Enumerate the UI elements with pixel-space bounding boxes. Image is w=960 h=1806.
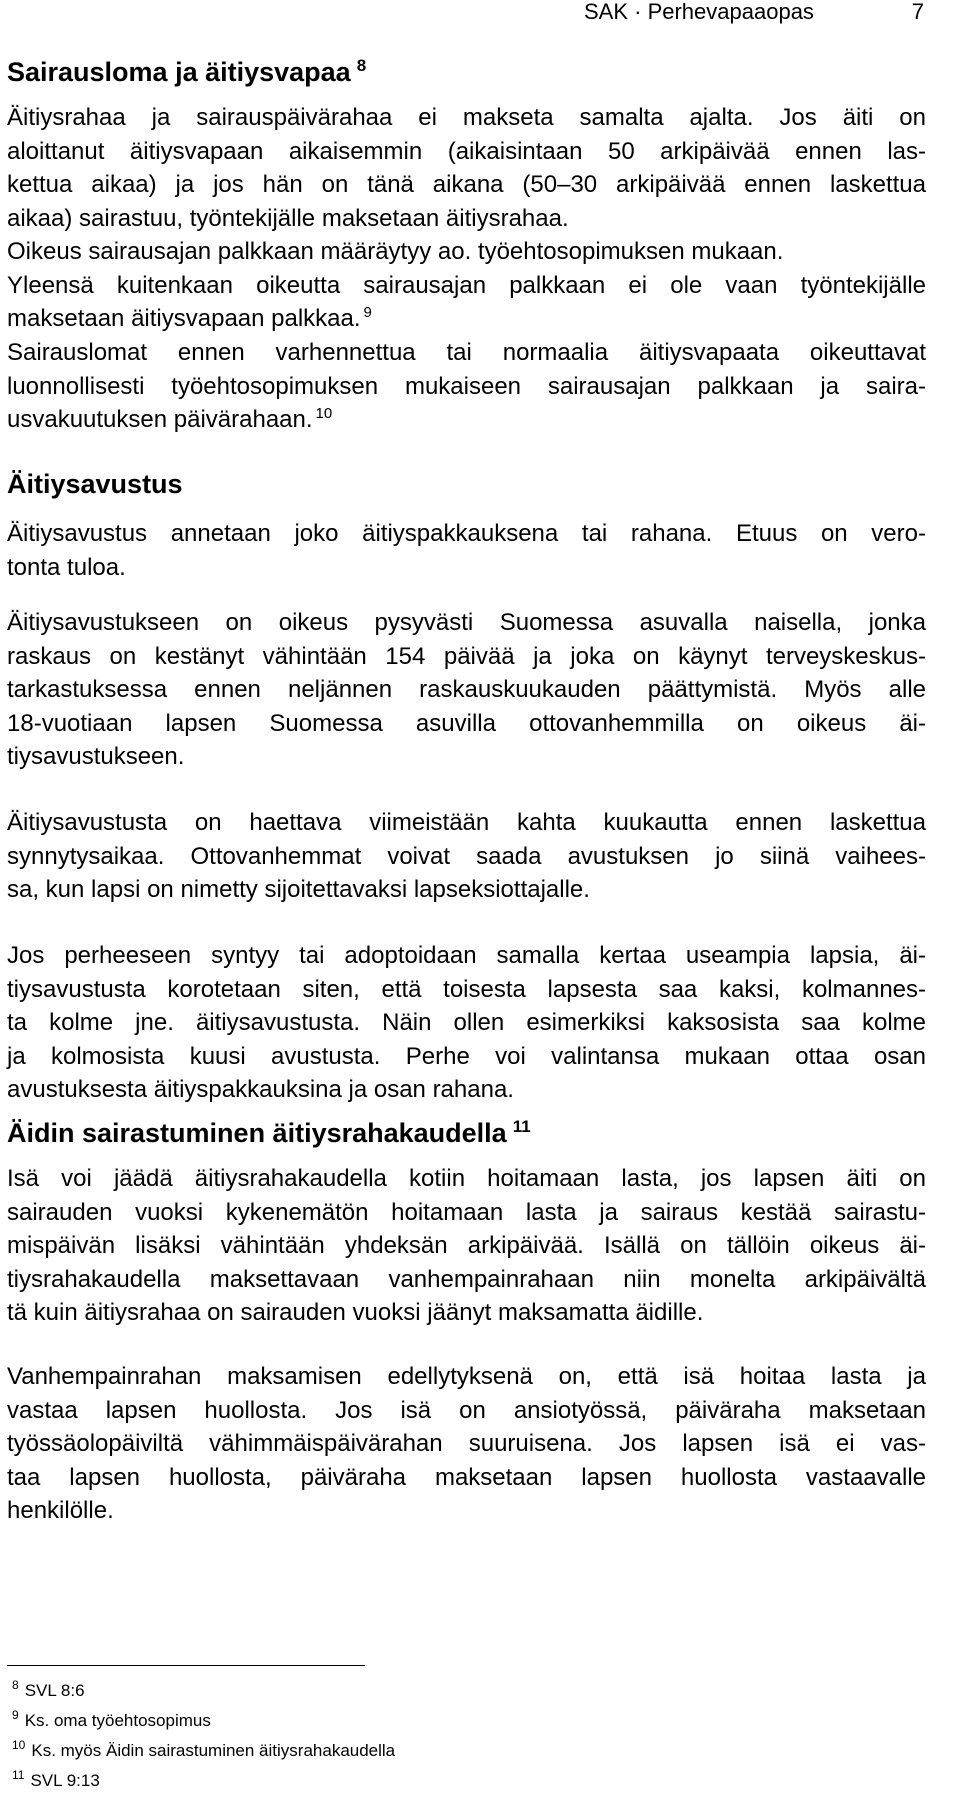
text-line: sairauden vuoksi kykenemätön hoitamaan lasta ja sairaus kestää sairastu- <box>7 1198 926 1226</box>
section-aidin-sairastuminen-heading <box>7 1115 926 1151</box>
footnote <box>12 1736 395 1766</box>
running-header: SAK · Perhevapaaopas <box>584 0 814 24</box>
text-line: 18-vuotiaan lapsen Suomessa asuvilla ottovanhemmilla on oikeus äi- <box>7 709 926 737</box>
footnote-ref: 9 <box>363 304 372 321</box>
paragraph-aitiysavustus-4 <box>7 939 926 1107</box>
text-line: ta kolme jne. äitiysavustusta. Näin ollen esimerkiksi kaksosista saa kolme <box>7 1009 926 1036</box>
footnotes <box>12 1676 395 1796</box>
text-line: maksetaan äitiysvapaan palkkaa. $^9$ <box>7 304 372 332</box>
footnote-ref: 8 <box>356 56 367 75</box>
text-line: avustuksesta äitiyspakkauksina ja osan rahana. <box>7 1076 514 1103</box>
text-line: luonnollisesti työehtosopimuksen mukaiseen sairausajan palkkaan ja saira- <box>7 372 926 400</box>
text-line: tiysavustukseen. <box>7 743 185 770</box>
text-line: Jos perheeseen syntyy tai adoptoidaan samalla kertaa useampia lapsia, äi- <box>7 942 926 969</box>
footnote-text: Ks. oma työehtosopimus <box>24 1711 211 1730</box>
text-line: Sairauslomat ennen varhennettua tai normaalia äitiysvapaata oikeuttavat <box>7 339 926 366</box>
footnote-number: 8 <box>12 1678 19 1693</box>
text-line: aloittanut äitiysvapaan aikaisemmin (aikaisintaan 50 arkipäivää ennen las- <box>7 137 926 165</box>
text-line: taa lapsen huollosta, päiväraha maksetaan lapsen huollosta vastaavalle <box>7 1463 926 1491</box>
text-line: tonta tuloa. <box>7 553 126 581</box>
text-line: vastaa lapsen huollosta. Jos isä on ansiotyössä, päiväraha maksetaan <box>7 1396 926 1424</box>
text-line: työssäolopäiviltä vähimmäispäivärahan suuruisena. Jos lapsen isä ei vas- <box>7 1430 926 1457</box>
text-line: Isä voi jäädä äitiysrahakaudella kotiin hoitamaan lasta, jos lapsen äiti on <box>7 1165 926 1192</box>
text-line: synnytysaikaa. Ottovanhemmat voivat saada avustuksen jo siinä vaihees- <box>7 842 926 870</box>
footnote <box>12 1706 395 1736</box>
footnote-number: 10 <box>12 1738 26 1753</box>
footnote <box>12 1766 395 1796</box>
footnote-text: Ks. myös Äidin sairastuminen äitiysrahakaudella <box>31 1741 396 1760</box>
text-line: aikaa) sairastuu, työntekijälle maksetaan äitiysrahaa. <box>7 204 569 232</box>
section-sairausloma-heading <box>7 54 926 90</box>
section-heading: Sairausloma ja äitiysvapaa $^8$ <box>7 56 367 87</box>
text-line: tiysrahakaudella maksettavaan vanhempainrahaan niin monelta arkipäivältä <box>7 1265 926 1293</box>
paragraph-aitiysavustus-3 <box>7 806 926 907</box>
paragraph-sairausloma-2 <box>7 336 926 437</box>
footnote <box>12 1676 395 1706</box>
page-header <box>584 0 924 30</box>
footnote-divider <box>7 1665 365 1666</box>
page-number: 7 <box>911 0 924 24</box>
paragraph-aitiysavustus-2 <box>7 606 926 774</box>
footnote-ref: 10 <box>315 405 333 422</box>
paragraph-aidin-sairastuminen-2 <box>7 1360 926 1528</box>
footnote-text: SVL 9:13 <box>30 1771 100 1790</box>
footnote-number: 11 <box>12 1768 25 1783</box>
footnote-number: 9 <box>12 1708 19 1723</box>
footnote-text: SVL 8:6 <box>24 1681 85 1700</box>
paragraph-sairausloma-1 <box>7 101 926 336</box>
section-heading: Äidin sairastuminen äitiysrahakaudella $^{11}$ <box>7 1117 531 1148</box>
text-line: Äitiysrahaa ja sairauspäivärahaa ei makseta samalta ajalta. Jos äiti on <box>7 104 926 131</box>
text-line: tä kuin äitiysrahaa on sairauden vuoksi jäänyt maksamatta äidille. <box>7 1299 704 1326</box>
footnote-ref: 11 <box>512 1117 531 1136</box>
text-line: tiysavustusta korotetaan siten, että toisesta lapsesta saa kaksi, kolmannes- <box>7 975 926 1003</box>
text-line: henkilölle. <box>7 1497 114 1524</box>
section-aitiysavustus-heading <box>7 466 926 502</box>
text-line: Vanhempainrahan maksamisen edellytyksenä on, että isä hoitaa lasta ja <box>7 1363 926 1390</box>
paragraph-aidin-sairastuminen-1 <box>7 1162 926 1330</box>
text-line: mispäivän lisäksi vähintään yhdeksän arkipäivää. Isällä on tällöin oikeus äi- <box>7 1232 926 1259</box>
paragraph-aitiysavustus-1 <box>7 517 926 584</box>
text-line: kettua aikaa) ja jos hän on tänä aikana (50–30 arkipäivää ennen laskettua <box>7 171 926 198</box>
text-line: ja kolmosista kuusi avustusta. Perhe voi valintansa mukaan ottaa osan <box>7 1042 926 1070</box>
text-line: Oikeus sairausajan palkkaan määräytyy ao. työehtosopimuksen mukaan. <box>7 238 784 265</box>
text-line: Äitiysavustus annetaan joko äitiyspakkauksena tai rahana. Etuus on vero- <box>7 520 926 547</box>
text-line: Äitiysavustukseen on oikeus pysyvästi Suomessa asuvalla naisella, jonka <box>7 609 926 636</box>
section-heading: Äitiysavustus <box>7 469 183 499</box>
text-line: Yleensä kuitenkaan oikeutta sairausajan palkkaan ei ole vaan työntekijälle <box>7 271 926 299</box>
text-line: sa, kun lapsi on nimetty sijoitettavaksi lapseksiottajalle. <box>7 876 590 903</box>
text-line: raskaus on kestänyt vähintään 154 päivää ja joka on käynyt terveyskeskus- <box>7 642 926 670</box>
text-line: Äitiysavustusta on haettava viimeistään kahta kuukautta ennen laskettua <box>7 809 926 836</box>
text-line: tarkastuksessa ennen neljännen raskauskuukauden päättymistä. Myös alle <box>7 676 926 703</box>
text-line: usvakuutuksen päivärahaan. $^{10}$ <box>7 405 333 433</box>
